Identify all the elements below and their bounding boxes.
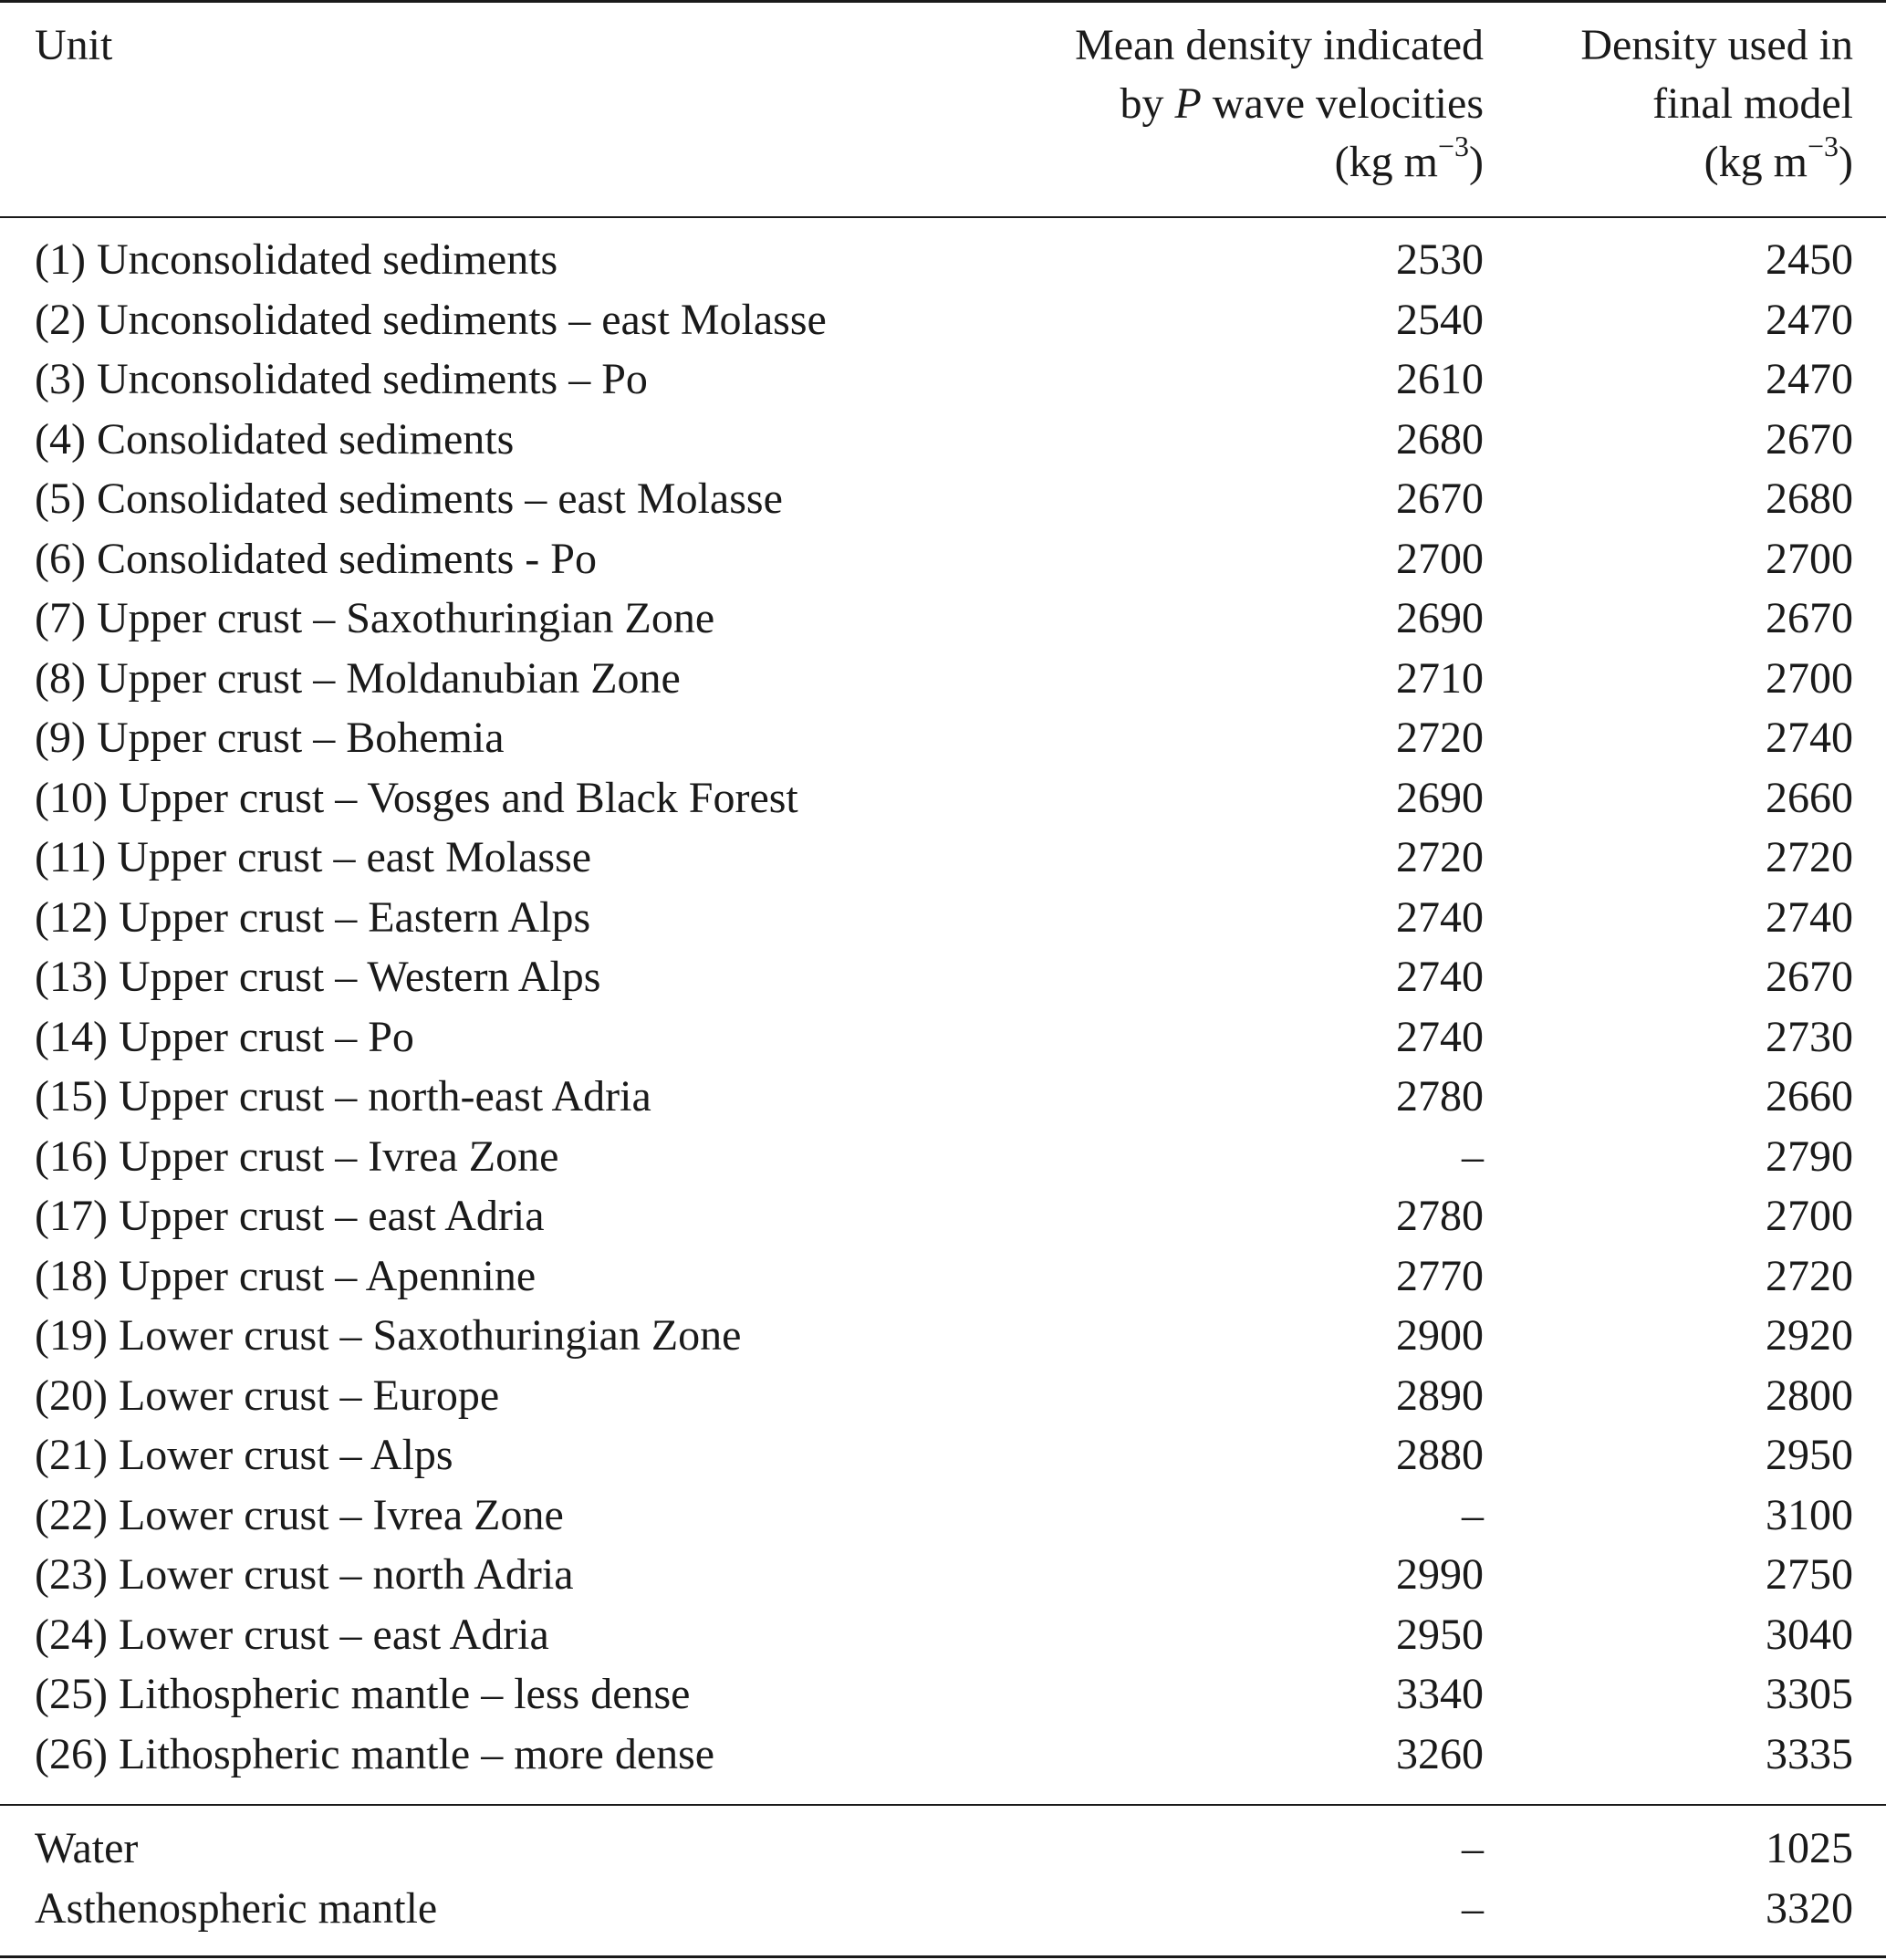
mean-density-cell: 2990: [1396, 1550, 1484, 1599]
final-density-cell: 2730: [1766, 1012, 1853, 1061]
unit-cell: (22) Lower crust – Ivrea Zone: [35, 1490, 564, 1539]
table-body: [0, 230, 1886, 1784]
header-mean-unit-exp: −3: [1437, 130, 1470, 162]
table-row: [0, 1819, 1886, 1879]
table-row: [0, 649, 1886, 709]
unit-cell: (1) Unconsolidated sediments: [35, 235, 558, 284]
final-density-cell: 2790: [1766, 1131, 1853, 1181]
table-row: [0, 589, 1886, 649]
mean-density-cell: 3340: [1396, 1670, 1484, 1718]
final-density-cell: 2680: [1766, 474, 1853, 523]
table-row: [0, 1127, 1886, 1187]
unit-cell: (15) Upper crust – north-east Adria: [35, 1072, 651, 1121]
mean-density-cell: 2670: [1396, 474, 1484, 523]
mean-density-cell: 2680: [1396, 414, 1484, 464]
mean-density-cell: 2690: [1396, 773, 1484, 822]
final-density-cell: 2660: [1766, 1072, 1853, 1121]
unit-cell: (6) Consolidated sediments - Po: [35, 534, 597, 583]
final-density-cell: 2470: [1766, 295, 1853, 344]
unit-cell: (17) Upper crust – east Adria: [35, 1192, 545, 1240]
header-mean-unit: [1075, 130, 1484, 192]
table-row: [0, 1545, 1886, 1605]
unit-cell: (16) Upper crust – Ivrea Zone: [35, 1131, 559, 1181]
final-density-cell: 2670: [1766, 594, 1853, 642]
header-final-unit-open: (kg m: [1704, 138, 1808, 186]
unit-cell: (14) Upper crust – Po: [35, 1012, 414, 1061]
table-row: [0, 1007, 1886, 1068]
final-density-cell: 2470: [1766, 355, 1853, 403]
final-density-cell: 2660: [1766, 773, 1853, 822]
table-row: [0, 1067, 1886, 1127]
final-density-cell: 2720: [1766, 1251, 1853, 1300]
footer-separator-rule: [0, 1804, 1886, 1806]
mean-density-cell: 2890: [1396, 1371, 1484, 1420]
unit-cell: (3) Unconsolidated sediments – Po: [35, 355, 648, 403]
header-mean-p-symbol: P: [1174, 79, 1202, 128]
header-mean-line1: Mean density indicated: [1075, 21, 1484, 69]
header-final-line2: final model: [1652, 79, 1853, 128]
final-density-cell: 3335: [1766, 1729, 1853, 1778]
final-density-cell: 2740: [1766, 714, 1853, 762]
unit-cell: (25) Lithospheric mantle – less dense: [35, 1670, 691, 1718]
table-row: [0, 1605, 1886, 1665]
header-mean-unit-open: (kg m: [1334, 138, 1438, 186]
final-density-cell: 2950: [1766, 1431, 1853, 1479]
final-density-cell: 2740: [1766, 892, 1853, 942]
final-density-cell: 2670: [1766, 414, 1853, 464]
final-density-cell: 2700: [1766, 1192, 1853, 1240]
table-row: [0, 708, 1886, 768]
final-density-cell: 2720: [1766, 833, 1853, 881]
header-mean-line2-suffix: wave velocities: [1201, 79, 1484, 128]
unit-cell: (18) Upper crust – Apennine: [35, 1251, 537, 1300]
header-mean-line2-prefix: by: [1120, 79, 1175, 128]
bottom-rule: [0, 1955, 1886, 1958]
header-unit: Unit: [35, 21, 113, 69]
mean-density-cell: 2780: [1396, 1072, 1484, 1121]
table-row: [0, 230, 1886, 290]
final-density-cell: 2800: [1766, 1371, 1853, 1420]
header-final-line1: Density used in: [1580, 21, 1853, 69]
mean-density-cell: –: [1462, 1131, 1484, 1181]
unit-cell: (9) Upper crust – Bohemia: [35, 714, 505, 762]
final-density-cell: 3100: [1766, 1490, 1853, 1539]
mean-density-cell: 2780: [1396, 1192, 1484, 1240]
mean-density-cell: 2740: [1396, 892, 1484, 942]
unit-cell: Water: [35, 1824, 139, 1872]
table-row: [0, 1366, 1886, 1426]
unit-cell: (5) Consolidated sediments – east Molasse: [35, 474, 783, 523]
table-row: [0, 290, 1886, 350]
unit-cell: (13) Upper crust – Western Alps: [35, 953, 601, 1001]
unit-cell: (11) Upper crust – east Molasse: [35, 833, 592, 881]
unit-cell: (21) Lower crust – Alps: [35, 1431, 453, 1479]
final-density-cell: 1025: [1766, 1824, 1853, 1872]
final-density-cell: 2920: [1766, 1311, 1853, 1360]
header-mean-line2: [1075, 75, 1484, 133]
mean-density-cell: 2900: [1396, 1311, 1484, 1360]
table-row: [0, 1725, 1886, 1785]
final-density-cell: 3040: [1766, 1610, 1853, 1659]
mean-density-cell: –: [1462, 1490, 1484, 1539]
mean-density-cell: 2610: [1396, 355, 1484, 403]
header-rule: [0, 216, 1886, 218]
unit-cell: (2) Unconsolidated sediments – east Molasse: [35, 295, 827, 344]
header-mean-density: [1075, 16, 1484, 192]
unit-cell: (7) Upper crust – Saxothuringian Zone: [35, 594, 715, 642]
table-row: [0, 1186, 1886, 1246]
final-density-cell: 3305: [1766, 1670, 1853, 1718]
mean-density-cell: –: [1462, 1824, 1484, 1872]
final-density-cell: 2750: [1766, 1550, 1853, 1599]
header-final-density: [1580, 16, 1853, 192]
header-final-unit: [1580, 130, 1853, 192]
mean-density-cell: 2690: [1396, 594, 1484, 642]
header-final-unit-close: ): [1839, 138, 1853, 186]
table-row: [0, 828, 1886, 888]
mean-density-cell: 2880: [1396, 1431, 1484, 1479]
table-row: [0, 529, 1886, 589]
final-density-cell: 3320: [1766, 1883, 1853, 1933]
table-row: [0, 1246, 1886, 1307]
final-density-cell: 2700: [1766, 653, 1853, 703]
final-density-cell: 2450: [1766, 235, 1853, 284]
top-rule: [0, 0, 1886, 3]
table-row: [0, 888, 1886, 948]
mean-density-cell: 2740: [1396, 953, 1484, 1001]
table-row: [0, 1664, 1886, 1725]
mean-density-cell: 2740: [1396, 1012, 1484, 1061]
table-row: [0, 768, 1886, 829]
table-row: [0, 410, 1886, 470]
unit-cell: (10) Upper crust – Vosges and Black Forest: [35, 773, 798, 822]
mean-density-cell: 2530: [1396, 235, 1484, 284]
table-row: [0, 947, 1886, 1007]
header-mean-unit-close: ): [1469, 138, 1484, 186]
mean-density-cell: 2540: [1396, 295, 1484, 344]
header-final-unit-exp: −3: [1807, 130, 1839, 162]
mean-density-cell: 2720: [1396, 833, 1484, 881]
unit-cell: (12) Upper crust – Eastern Alps: [35, 892, 591, 942]
table-row: [0, 1486, 1886, 1546]
unit-cell: (8) Upper crust – Moldanubian Zone: [35, 653, 681, 703]
unit-cell: (23) Lower crust – north Adria: [35, 1550, 574, 1599]
mean-density-cell: 2770: [1396, 1251, 1484, 1300]
mean-density-cell: 2710: [1396, 653, 1484, 703]
final-density-cell: 2670: [1766, 953, 1853, 1001]
unit-cell: (4) Consolidated sediments: [35, 414, 515, 464]
mean-density-cell: 2700: [1396, 534, 1484, 583]
table-footer: [0, 1819, 1886, 1938]
mean-density-cell: 3260: [1396, 1729, 1484, 1778]
unit-cell: Asthenospheric mantle: [35, 1883, 438, 1933]
unit-cell: (24) Lower crust – east Adria: [35, 1610, 549, 1659]
unit-cell: (19) Lower crust – Saxothuringian Zone: [35, 1311, 742, 1360]
table-row: [0, 1425, 1886, 1486]
table-row: [0, 1306, 1886, 1366]
table-row: [0, 349, 1886, 410]
table-row: [0, 469, 1886, 529]
unit-cell: (20) Lower crust – Europe: [35, 1371, 500, 1420]
mean-density-cell: 2950: [1396, 1610, 1484, 1659]
unit-cell: (26) Lithospheric mantle – more dense: [35, 1729, 715, 1778]
table-row: [0, 1879, 1886, 1939]
mean-density-cell: 2720: [1396, 714, 1484, 762]
final-density-cell: 2700: [1766, 534, 1853, 583]
mean-density-cell: –: [1462, 1883, 1484, 1933]
